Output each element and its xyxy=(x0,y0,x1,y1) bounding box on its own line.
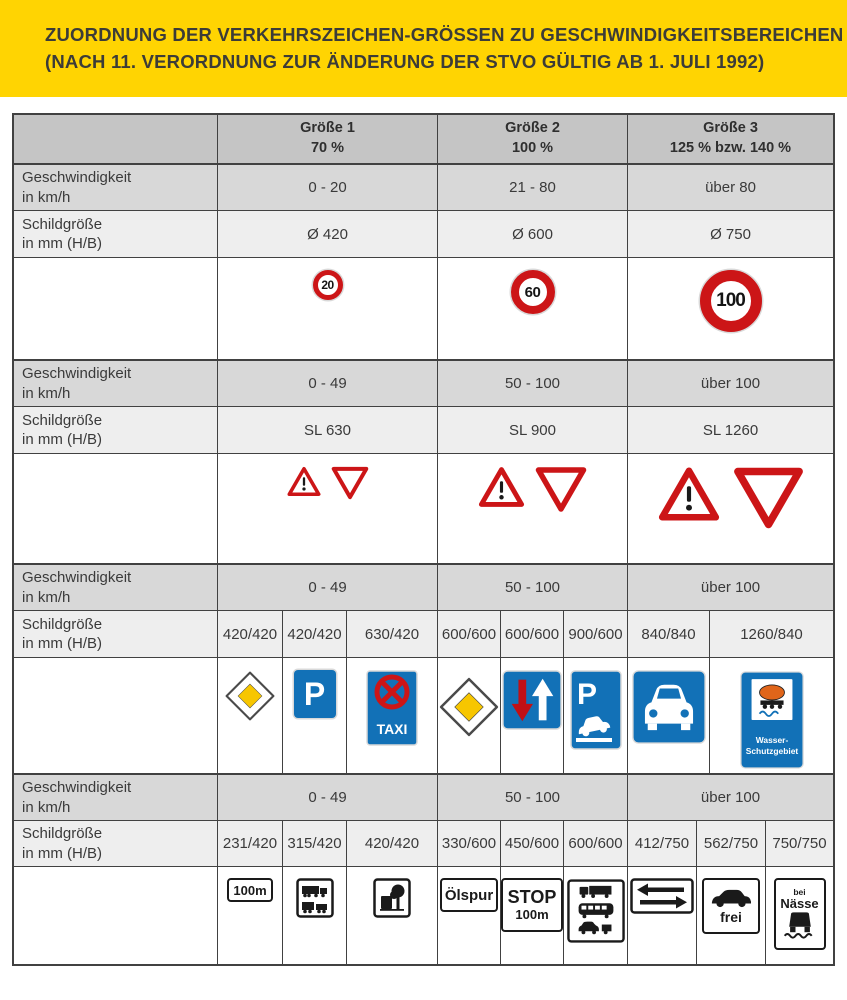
sign-size-cell: 315/420 xyxy=(282,821,346,866)
sign-cell xyxy=(437,867,500,964)
speed-range-cell: über 100 xyxy=(627,775,833,820)
vehicle-types-sign xyxy=(567,878,625,944)
distance-label: 100m xyxy=(233,882,267,898)
row-label-speed xyxy=(14,165,217,210)
speed-limit-20-sign xyxy=(313,270,343,300)
bei-naesse-sign xyxy=(774,878,826,950)
row-label-title: Schildgröße xyxy=(22,615,103,633)
speed-row-section1 xyxy=(14,163,833,210)
sign-cell xyxy=(217,454,437,563)
sign-cell xyxy=(765,867,833,964)
yield-triangle-sign xyxy=(733,466,804,530)
sign-size-cell: 600/600 xyxy=(500,611,563,657)
sign-size-cell: 231/420 xyxy=(217,821,282,866)
row-label-unit: in mm (H/B) xyxy=(22,844,102,862)
sign-cell xyxy=(627,454,833,563)
sign-cell xyxy=(282,867,346,964)
speed-range-cell: 0 - 49 xyxy=(217,775,437,820)
sign-size-cell: 420/420 xyxy=(217,611,282,657)
cars-frei-sign xyxy=(702,878,760,934)
speed-row-section3 xyxy=(14,563,833,610)
warning-triangle-sign xyxy=(478,466,525,508)
sign-cell xyxy=(563,658,627,773)
car-silhouette-icon xyxy=(710,888,752,908)
page-title-line2: (NACH 11. VERORDNUNG ZUR ÄNDERUNG DER STVO GÜLTIG AB 1. JULI 1992) xyxy=(45,50,765,72)
empty-cell xyxy=(14,454,217,563)
sign-size-cell: 562/750 xyxy=(696,821,765,866)
sign-size-cell: 330/600 xyxy=(437,821,500,866)
speed-range-cell: 50 - 100 xyxy=(437,775,627,820)
sign-size-cell: Ø 750 xyxy=(627,211,833,257)
naesse-label-line1: bei xyxy=(793,886,806,897)
sign-cell xyxy=(500,867,563,964)
sign-cell xyxy=(627,867,696,964)
empty-cell xyxy=(14,258,217,359)
frei-label: frei xyxy=(720,908,742,925)
yield-triangle-sign xyxy=(535,466,587,513)
column-title: Größe 3 xyxy=(703,120,758,137)
wasser-schutzgebiet-sign xyxy=(740,670,804,770)
warning-triangle-sign xyxy=(287,466,321,497)
sign-cell xyxy=(217,258,437,359)
speed-range-cell: 0 - 49 xyxy=(217,361,437,406)
empty-cell xyxy=(14,658,217,773)
row-label-title: Schildgröße xyxy=(22,411,103,429)
size-row-section2 xyxy=(14,406,833,453)
priority-over-oncoming-traffic-sign xyxy=(502,670,562,730)
row-label-unit: in mm (H/B) xyxy=(22,635,102,652)
parking-letter: P xyxy=(576,678,597,711)
sign-size-cell: Ø 600 xyxy=(437,211,627,257)
sign-size-cell: SL 630 xyxy=(217,407,437,453)
speed-limit-value: 100 xyxy=(716,290,745,311)
signs-row-section1 xyxy=(14,257,833,359)
priority-road-sign xyxy=(224,670,276,722)
both-directions-arrows-sign xyxy=(630,878,694,914)
row-label-unit: in mm (H/B) xyxy=(22,431,102,448)
row-label-unit: in mm (H/B) xyxy=(22,235,102,252)
speed-range-cell: 0 - 20 xyxy=(217,165,437,210)
row-label-unit: in km/h xyxy=(22,188,71,206)
row-label-speed xyxy=(14,565,217,610)
sign-size-cell: 630/420 xyxy=(346,611,437,657)
stop-100m-sign xyxy=(501,878,563,932)
header-empty-cell xyxy=(14,115,217,163)
sign-cell xyxy=(500,658,563,773)
yield-triangle-sign xyxy=(331,466,369,500)
rest-area-tree-sign xyxy=(373,878,411,918)
row-label-title: Schildgröße xyxy=(22,825,103,842)
row-label-unit: in km/h xyxy=(22,798,71,816)
stop-distance-label: 100m xyxy=(515,906,549,922)
speed-range-cell: 50 - 100 xyxy=(437,361,627,406)
row-label-title: Geschwindigkeit xyxy=(22,569,132,586)
row-label-title: Schildgröße xyxy=(22,215,103,233)
sign-cell xyxy=(437,454,627,563)
parking-on-sidewalk-sign xyxy=(570,670,622,750)
row-label-title: Geschwindigkeit xyxy=(22,365,132,382)
no-stopping-taxi-sign xyxy=(366,670,418,746)
column-title: Größe 1 xyxy=(300,120,355,137)
speed-range-cell: 21 - 80 xyxy=(437,165,627,210)
sign-cell xyxy=(627,658,709,773)
empty-cell xyxy=(14,867,217,964)
speed-range-cell: über 80 xyxy=(627,165,833,210)
row-label-size xyxy=(14,407,217,453)
table-header-row xyxy=(14,115,833,163)
sign-size-cell: Ø 420 xyxy=(217,211,437,257)
sign-cell xyxy=(437,258,627,359)
sign-size-cell: 600/600 xyxy=(563,821,627,866)
warning-triangle-sign xyxy=(658,466,720,522)
sign-size-cell: 412/750 xyxy=(627,821,696,866)
signs-row-section2 xyxy=(14,453,833,563)
sign-size-cell: SL 900 xyxy=(437,407,627,453)
sign-cell xyxy=(627,258,833,359)
priority-road-sign xyxy=(438,670,500,744)
speed-range-cell: 0 - 49 xyxy=(217,565,437,610)
speed-limit-value: 60 xyxy=(524,283,541,301)
size-row-section3 xyxy=(14,610,833,657)
speed-limit-100-sign xyxy=(700,270,762,332)
car-on-wet-road-icon xyxy=(782,910,818,940)
sign-size-cell: 420/420 xyxy=(346,821,437,866)
column-subtitle: 125 % bzw. 140 % xyxy=(669,140,792,156)
signs-row-section3 xyxy=(14,657,833,773)
taxi-label: TAXI xyxy=(376,721,408,737)
title-banner xyxy=(0,0,847,97)
oelspur-label: Ölspur xyxy=(444,886,494,904)
distance-100m-sign xyxy=(227,878,273,902)
wasser-label-line2: Schutzgebiet xyxy=(745,745,798,756)
sign-size-cell: 750/750 xyxy=(765,821,833,866)
oelspur-sign xyxy=(440,878,498,912)
size-row-section1 xyxy=(14,210,833,257)
speed-limit-60-sign xyxy=(511,270,555,314)
signs-row-section4 xyxy=(14,866,833,964)
sign-size-cell: 450/600 xyxy=(500,821,563,866)
sign-cell xyxy=(346,658,437,773)
speed-range-cell: über 100 xyxy=(627,361,833,406)
row-label-title: Geschwindigkeit xyxy=(22,779,132,796)
parking-sign xyxy=(294,670,336,718)
row-label-size xyxy=(14,611,217,657)
naesse-label-line2: Nässe xyxy=(780,895,819,911)
speed-row-section4 xyxy=(14,773,833,820)
parking-letter: P xyxy=(303,675,326,712)
sign-size-table xyxy=(12,113,835,966)
speed-row-section2 xyxy=(14,359,833,406)
row-label-unit: in km/h xyxy=(22,384,71,402)
row-label-unit: in km/h xyxy=(22,588,71,606)
row-label-speed xyxy=(14,775,217,820)
row-label-size xyxy=(14,211,217,257)
column-subtitle: 70 % xyxy=(310,140,345,156)
speed-range-cell: 50 - 100 xyxy=(437,565,627,610)
sign-cell xyxy=(282,658,346,773)
speed-range-cell: über 100 xyxy=(627,565,833,610)
size-row-section4 xyxy=(14,820,833,866)
sign-cell xyxy=(217,658,282,773)
column-subtitle: 100 % xyxy=(511,140,554,156)
sign-cell xyxy=(696,867,765,964)
sign-cell xyxy=(437,658,500,773)
page-title-line1: ZUORDNUNG DER VERKEHRSZEICHEN-GRÖSSEN ZU GESCHWINDIGKEITSBEREICHEN xyxy=(45,24,844,46)
row-label-speed xyxy=(14,361,217,406)
sign-size-cell: 1260/840 xyxy=(709,611,833,657)
motor-road-car-sign xyxy=(632,670,706,744)
sign-size-cell: 420/420 xyxy=(282,611,346,657)
row-label-size xyxy=(14,821,217,866)
sign-size-cell: 900/600 xyxy=(563,611,627,657)
sign-cell xyxy=(563,867,627,964)
header-groesse-3 xyxy=(627,115,833,163)
speed-limit-value: 20 xyxy=(321,278,334,292)
sign-size-cell: 600/600 xyxy=(437,611,500,657)
sign-cell xyxy=(709,658,833,773)
sign-cell xyxy=(346,867,437,964)
sign-cell xyxy=(217,867,282,964)
wasser-label-line1: Wasser- xyxy=(755,735,788,746)
trucks-supplementary-sign xyxy=(296,878,334,918)
header-groesse-2 xyxy=(437,115,627,163)
column-title: Größe 2 xyxy=(505,120,560,137)
sign-size-cell: 840/840 xyxy=(627,611,709,657)
sign-size-cell: SL 1260 xyxy=(627,407,833,453)
header-groesse-1 xyxy=(217,115,437,163)
row-label-title: Geschwindigkeit xyxy=(22,169,132,186)
stop-label: STOP xyxy=(507,887,557,908)
